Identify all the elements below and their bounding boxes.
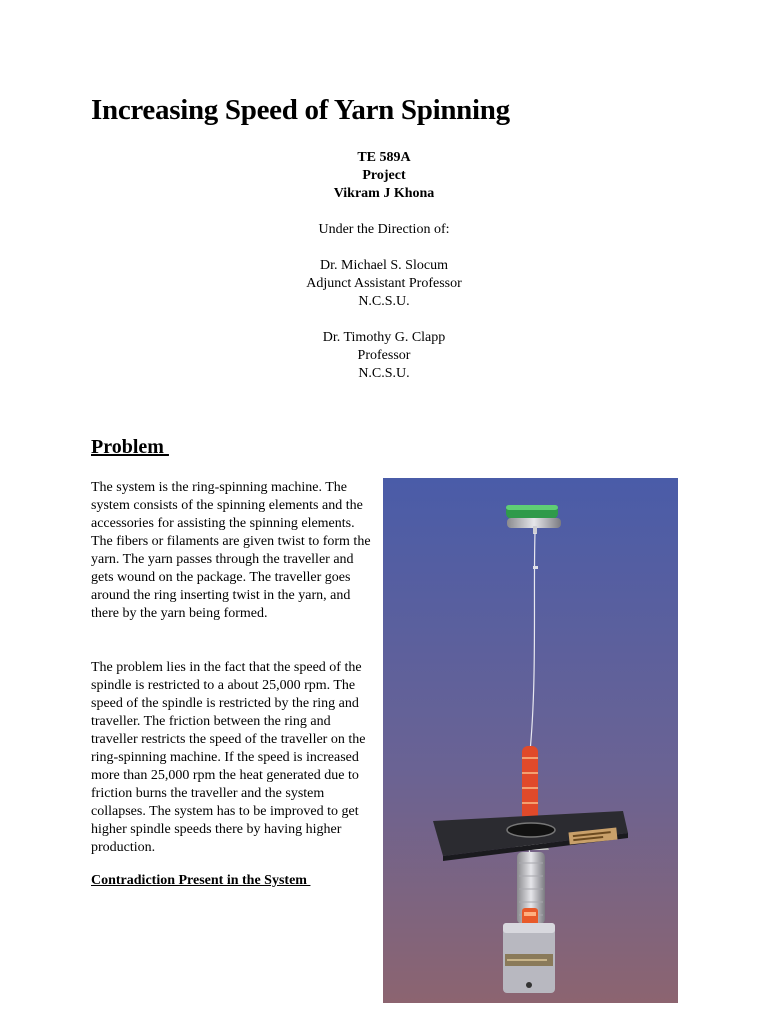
motor-base (503, 923, 555, 993)
advisor-block (180, 329, 588, 383)
yarn-guide (533, 566, 538, 569)
course-info (180, 149, 588, 203)
document-title: Increasing Speed of Yarn Spinning (91, 94, 510, 126)
advisor-institution: N.C.S.U. (358, 294, 410, 309)
advisor-name: Dr. Timothy G. Clapp (322, 330, 446, 345)
advisor-name: Dr. Michael S. Slocum (320, 258, 448, 273)
advisor-position: Adjunct Assistant Professor (306, 276, 462, 291)
advisor-block (180, 257, 588, 311)
section-heading-problem: Problem (91, 436, 169, 458)
body-paragraph: The system is the ring-spinning machine. The system consists of the spinning elements and the accessories for assisting the spinning elements. The fibers or filaments are given twist to form the yarn. The yarn passes through the traveller and gets wound on the package. The traveller goes around the ring inserting twist in the yarn, and there by the yarn being formed. (91, 480, 371, 621)
project-label: Project (362, 168, 406, 183)
ring-spinning-figure (383, 478, 678, 1003)
course-code: TE 589A (357, 150, 411, 165)
subheading-contradiction: Contradiction Present in the System (91, 873, 311, 888)
advisor-position: Professor (357, 348, 411, 363)
advisor-institution: N.C.S.U. (358, 366, 410, 381)
ring-spinning-model-illustration (383, 478, 678, 1003)
body-paragraph: The problem lies in the fact that the speed of the spindle is restricted to a about 25,000 rpm. The speed of the spindle is restricted by the ring and traveller. The friction between the ring and traveller restricts the speed of the traveller on the ring-spinning machine. If the speed is increased more than 25,000 rpm the heat generated due to friction burns the traveller and the system collapses. The system has to be improved to get higher spindle speeds there by having higher production. (91, 660, 366, 855)
spindle (517, 852, 545, 928)
direction-label: Under the Direction of: (318, 222, 450, 237)
author-name: Vikram J Khona (333, 186, 435, 201)
